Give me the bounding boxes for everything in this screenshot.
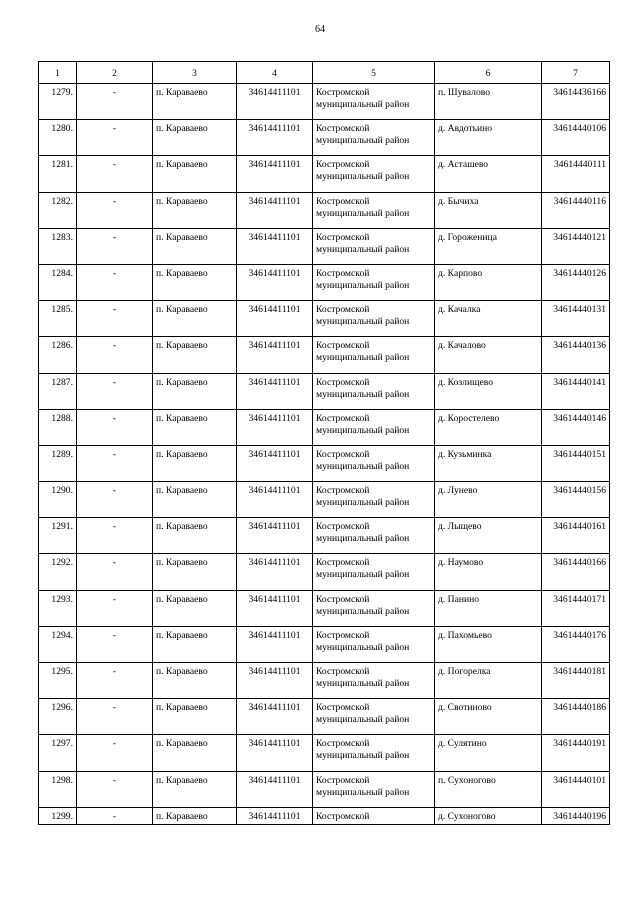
- locality-code-cell: 34614440186: [542, 699, 610, 735]
- row-number-cell: 1292.: [39, 554, 77, 590]
- district-cell: [313, 409, 435, 445]
- locality-code-cell: 34614440126: [542, 264, 610, 300]
- row-number-cell: 1288.: [39, 409, 77, 445]
- settlement-cell: п. Караваево: [153, 554, 237, 590]
- row-number-cell: 1283.: [39, 228, 77, 264]
- dash-cell: -: [77, 301, 153, 337]
- settlement-cell: п. Караваево: [153, 156, 237, 192]
- oktmo-code-cell: 34614411101: [237, 699, 313, 735]
- district-cell: [313, 228, 435, 264]
- dash-cell: -: [77, 771, 153, 807]
- row-number-cell: 1296.: [39, 699, 77, 735]
- locality-cell: д. Кузьминка: [435, 445, 542, 481]
- column-header-4: 4: [237, 62, 313, 84]
- locality-code-cell: 34614440176: [542, 626, 610, 662]
- dash-cell: -: [77, 699, 153, 735]
- settlement-cell: п. Караваево: [153, 337, 237, 373]
- column-header-3: 3: [153, 62, 237, 84]
- locality-code-cell: 34614436166: [542, 84, 610, 120]
- locality-cell: д. Качалка: [435, 301, 542, 337]
- table-row: [39, 626, 610, 662]
- settlement-cell: п. Караваево: [153, 120, 237, 156]
- oktmo-code-cell: 34614411101: [237, 156, 313, 192]
- locality-cell: д. Бычиха: [435, 192, 542, 228]
- district-line-1: Костромской: [316, 195, 370, 207]
- locality-code-cell: 34614440146: [542, 409, 610, 445]
- page-number: 64: [315, 24, 325, 35]
- dash-cell: -: [77, 590, 153, 626]
- dash-cell: -: [77, 554, 153, 590]
- district-line-1: Костромской: [316, 376, 370, 388]
- district-cell: [313, 590, 435, 626]
- locality-cell: д. Наумово: [435, 554, 542, 590]
- district-line-2: муниципальный район: [316, 533, 410, 545]
- district-line-2: муниципальный район: [316, 207, 410, 219]
- locality-cell: п. Шувалово: [435, 84, 542, 120]
- table-row: [39, 663, 610, 699]
- locality-cell: д. Свотиново: [435, 699, 542, 735]
- district-line-2: муниципальный район: [316, 750, 410, 762]
- table-row: [39, 409, 610, 445]
- district-line-1: Костромской: [316, 629, 370, 641]
- dash-cell: -: [77, 482, 153, 518]
- locality-code-cell: 34614440166: [542, 554, 610, 590]
- row-number-cell: 1298.: [39, 771, 77, 807]
- column-header-2: 2: [77, 62, 153, 84]
- district-cell: [313, 518, 435, 554]
- district-cell: [313, 337, 435, 373]
- district-line-1: Костромской: [316, 666, 370, 677]
- table-row: [39, 301, 610, 337]
- locality-cell: д. Козлищево: [435, 373, 542, 409]
- row-number-cell: 1284.: [39, 264, 77, 300]
- settlement-cell: п. Караваево: [153, 590, 237, 626]
- row-number-cell: 1280.: [39, 120, 77, 156]
- table-row: [39, 373, 610, 409]
- table-body: [39, 84, 610, 825]
- district-line-1: Костромской: [316, 159, 370, 171]
- settlement-cell: п. Караваево: [153, 301, 237, 337]
- oktmo-code-cell: 34614411101: [237, 264, 313, 300]
- locality-code-cell: 34614440196: [542, 807, 610, 824]
- locality-code-cell: 34614440136: [542, 337, 610, 373]
- locality-cell: д. Карпово: [435, 264, 542, 300]
- district-line-1: Костромской: [316, 123, 370, 135]
- district-cell: [313, 735, 435, 771]
- table-row: [39, 482, 610, 518]
- settlement-cell: п. Караваево: [153, 626, 237, 662]
- column-header-1: 1: [39, 62, 77, 84]
- district-cell: [313, 554, 435, 590]
- dash-cell: -: [77, 626, 153, 662]
- locality-code-cell: 34614440116: [542, 192, 610, 228]
- row-number-cell: 1279.: [39, 84, 77, 120]
- district-cell: [313, 771, 435, 807]
- district-line-1: Костромской: [316, 774, 370, 786]
- table-row: [39, 771, 610, 807]
- district-cell: [313, 626, 435, 662]
- settlement-cell: п. Караваево: [153, 735, 237, 771]
- dash-cell: -: [77, 735, 153, 771]
- oktmo-code-cell: 34614411101: [237, 518, 313, 554]
- locality-cell: д. Качалово: [435, 337, 542, 373]
- settlement-cell: п. Караваево: [153, 228, 237, 264]
- oktmo-code-cell: 34614411101: [237, 120, 313, 156]
- row-number-cell: 1286.: [39, 337, 77, 373]
- row-number-cell: 1285.: [39, 301, 77, 337]
- district-cell: [313, 120, 435, 156]
- locality-code-cell: 34614440111: [542, 156, 610, 192]
- oktmo-code-cell: 34614411101: [237, 590, 313, 626]
- locality-cell: д. Авдотьино: [435, 120, 542, 156]
- district-line-1: Костромской: [316, 267, 370, 279]
- oktmo-code-cell: 34614411101: [237, 445, 313, 481]
- district-line-2: муниципальный район: [316, 786, 410, 798]
- dash-cell: -: [77, 409, 153, 445]
- district-cell: [313, 84, 435, 120]
- locality-cell: д. Лунево: [435, 482, 542, 518]
- table-row: [39, 554, 610, 590]
- locality-code-cell: 34614440106: [542, 120, 610, 156]
- row-number-cell: 1290.: [39, 482, 77, 518]
- settlement-cell: п. Караваево: [153, 409, 237, 445]
- table-row: [39, 192, 610, 228]
- oktmo-code-cell: 34614411101: [237, 337, 313, 373]
- dash-cell: -: [77, 156, 153, 192]
- district-line-1: Костромской: [316, 521, 370, 533]
- settlement-cell: п. Караваево: [153, 84, 237, 120]
- locality-code-cell: 34614440141: [542, 373, 610, 409]
- row-number-cell: 1293.: [39, 590, 77, 626]
- locality-cell: д. Асташево: [435, 156, 542, 192]
- oktmo-code-cell: 34614411101: [237, 409, 313, 445]
- settlement-cell: п. Караваево: [153, 445, 237, 481]
- locality-code-cell: 34614440156: [542, 482, 610, 518]
- district-cell: [313, 807, 435, 824]
- district-cell: [313, 192, 435, 228]
- oktmo-code-cell: 34614411101: [237, 373, 313, 409]
- settlement-cell: п. Караваево: [153, 518, 237, 554]
- row-number-cell: 1295.: [39, 663, 77, 699]
- row-number-cell: 1281.: [39, 156, 77, 192]
- oktmo-code-cell: 34614411101: [237, 626, 313, 662]
- dash-cell: -: [77, 84, 153, 120]
- district-cell: [313, 373, 435, 409]
- table-row: [39, 156, 610, 192]
- district-line-2: муниципальный район: [316, 279, 410, 291]
- district-line-2: муниципальный район: [316, 424, 410, 436]
- table-header: [39, 62, 610, 84]
- locality-cell: д. Сулятино: [435, 735, 542, 771]
- district-cell: [313, 699, 435, 735]
- oktmo-code-cell: 34614411101: [237, 663, 313, 699]
- locality-code-cell: 34614440161: [542, 518, 610, 554]
- header-row: [39, 62, 610, 84]
- dash-cell: -: [77, 373, 153, 409]
- district-line-2: муниципальный район: [316, 714, 410, 726]
- dash-cell: -: [77, 264, 153, 300]
- district-line-1: Костромской: [316, 557, 370, 569]
- district-line-1: Костромской: [316, 340, 370, 352]
- district-cell: [313, 482, 435, 518]
- district-cell: [313, 264, 435, 300]
- locality-code-cell: 34614440181: [542, 663, 610, 699]
- dash-cell: -: [77, 663, 153, 699]
- district-cell: [313, 663, 435, 699]
- settlement-cell: п. Караваево: [153, 699, 237, 735]
- dash-cell: -: [77, 518, 153, 554]
- table-row: [39, 735, 610, 771]
- dash-cell: -: [77, 445, 153, 481]
- locality-code-cell: 34614440121: [542, 228, 610, 264]
- locality-cell: д. Коростелево: [435, 409, 542, 445]
- table-row: [39, 228, 610, 264]
- settlement-cell: п. Караваево: [153, 192, 237, 228]
- district-line-1: Костромской: [316, 738, 370, 750]
- dash-cell: -: [77, 807, 153, 824]
- row-number-cell: 1291.: [39, 518, 77, 554]
- row-number-cell: 1287.: [39, 373, 77, 409]
- district-line-1: Костромской: [316, 702, 370, 714]
- district-line-2: муниципальный район: [316, 678, 410, 689]
- district-line-1: Костромской: [316, 87, 370, 98]
- locality-cell: д. Лыщево: [435, 518, 542, 554]
- district-line-1: Костромской: [316, 412, 370, 424]
- dash-cell: -: [77, 228, 153, 264]
- district-line-2: муниципальный район: [316, 388, 410, 400]
- table-row: [39, 590, 610, 626]
- oktmo-code-cell: 34614411101: [237, 771, 313, 807]
- district-line-2: муниципальный район: [316, 569, 410, 581]
- district-line-2: муниципальный район: [316, 460, 410, 472]
- table-row: [39, 264, 610, 300]
- table-row: [39, 84, 610, 120]
- district-line-2: муниципальный район: [316, 171, 410, 183]
- table-row: [39, 337, 610, 373]
- oktmo-code-cell: 34614411101: [237, 84, 313, 120]
- oktmo-code-cell: 34614411101: [237, 554, 313, 590]
- dash-cell: -: [77, 337, 153, 373]
- oktmo-code-cell: 34614411101: [237, 228, 313, 264]
- table-row: [39, 445, 610, 481]
- district-cell: [313, 301, 435, 337]
- row-number-cell: 1299.: [39, 807, 77, 824]
- table-row: [39, 699, 610, 735]
- locality-code-cell: 34614440131: [542, 301, 610, 337]
- settlement-cell: п. Караваево: [153, 807, 237, 824]
- locality-code-cell: 34614440101: [542, 771, 610, 807]
- dash-cell: -: [77, 192, 153, 228]
- oktmo-code-cell: 34614411101: [237, 301, 313, 337]
- locality-code-cell: 34614440151: [542, 445, 610, 481]
- locality-cell: д. Сухоногово: [435, 807, 542, 824]
- registry-table: [38, 61, 610, 825]
- district-line-1: Костромской: [316, 231, 370, 243]
- district-line-2: муниципальный район: [316, 243, 410, 255]
- oktmo-code-cell: 34614411101: [237, 807, 313, 824]
- settlement-cell: п. Караваево: [153, 663, 237, 699]
- column-header-5: 5: [313, 62, 435, 84]
- oktmo-code-cell: 34614411101: [237, 192, 313, 228]
- district-line-2: муниципальный район: [316, 135, 410, 147]
- district-line-2: муниципальный район: [316, 316, 410, 328]
- district-line-1: Костромской: [316, 810, 370, 822]
- locality-code-cell: 34614440191: [542, 735, 610, 771]
- row-number-cell: 1294.: [39, 626, 77, 662]
- district-cell: [313, 156, 435, 192]
- settlement-cell: п. Караваево: [153, 264, 237, 300]
- locality-cell: д. Погорелка: [435, 663, 542, 699]
- row-number-cell: 1297.: [39, 735, 77, 771]
- locality-cell: д. Гороженица: [435, 228, 542, 264]
- row-number-cell: 1289.: [39, 445, 77, 481]
- column-header-7: 7: [542, 62, 610, 84]
- table-row: [39, 807, 610, 824]
- district-line-2: муниципальный район: [316, 99, 410, 110]
- district-line-1: Костромской: [316, 304, 370, 316]
- district-line-2: муниципальный район: [316, 352, 410, 364]
- dash-cell: -: [77, 120, 153, 156]
- settlement-cell: п. Караваево: [153, 771, 237, 807]
- locality-code-cell: 34614440171: [542, 590, 610, 626]
- locality-cell: п. Сухоногово: [435, 771, 542, 807]
- row-number-cell: 1282.: [39, 192, 77, 228]
- column-header-6: 6: [435, 62, 542, 84]
- district-line-1: Костромской: [316, 593, 370, 605]
- district-line-2: муниципальный район: [316, 641, 410, 653]
- district-line-1: Костромской: [316, 448, 370, 460]
- table-row: [39, 120, 610, 156]
- district-line-2: муниципальный район: [316, 605, 410, 617]
- oktmo-code-cell: 34614411101: [237, 482, 313, 518]
- locality-cell: д. Пахомьево: [435, 626, 542, 662]
- district-line-1: Костромской: [316, 485, 370, 497]
- table-row: [39, 518, 610, 554]
- settlement-cell: п. Караваево: [153, 482, 237, 518]
- district-line-2: муниципальный район: [316, 497, 410, 509]
- oktmo-code-cell: 34614411101: [237, 735, 313, 771]
- locality-cell: д. Панино: [435, 590, 542, 626]
- district-cell: [313, 445, 435, 481]
- settlement-cell: п. Караваево: [153, 373, 237, 409]
